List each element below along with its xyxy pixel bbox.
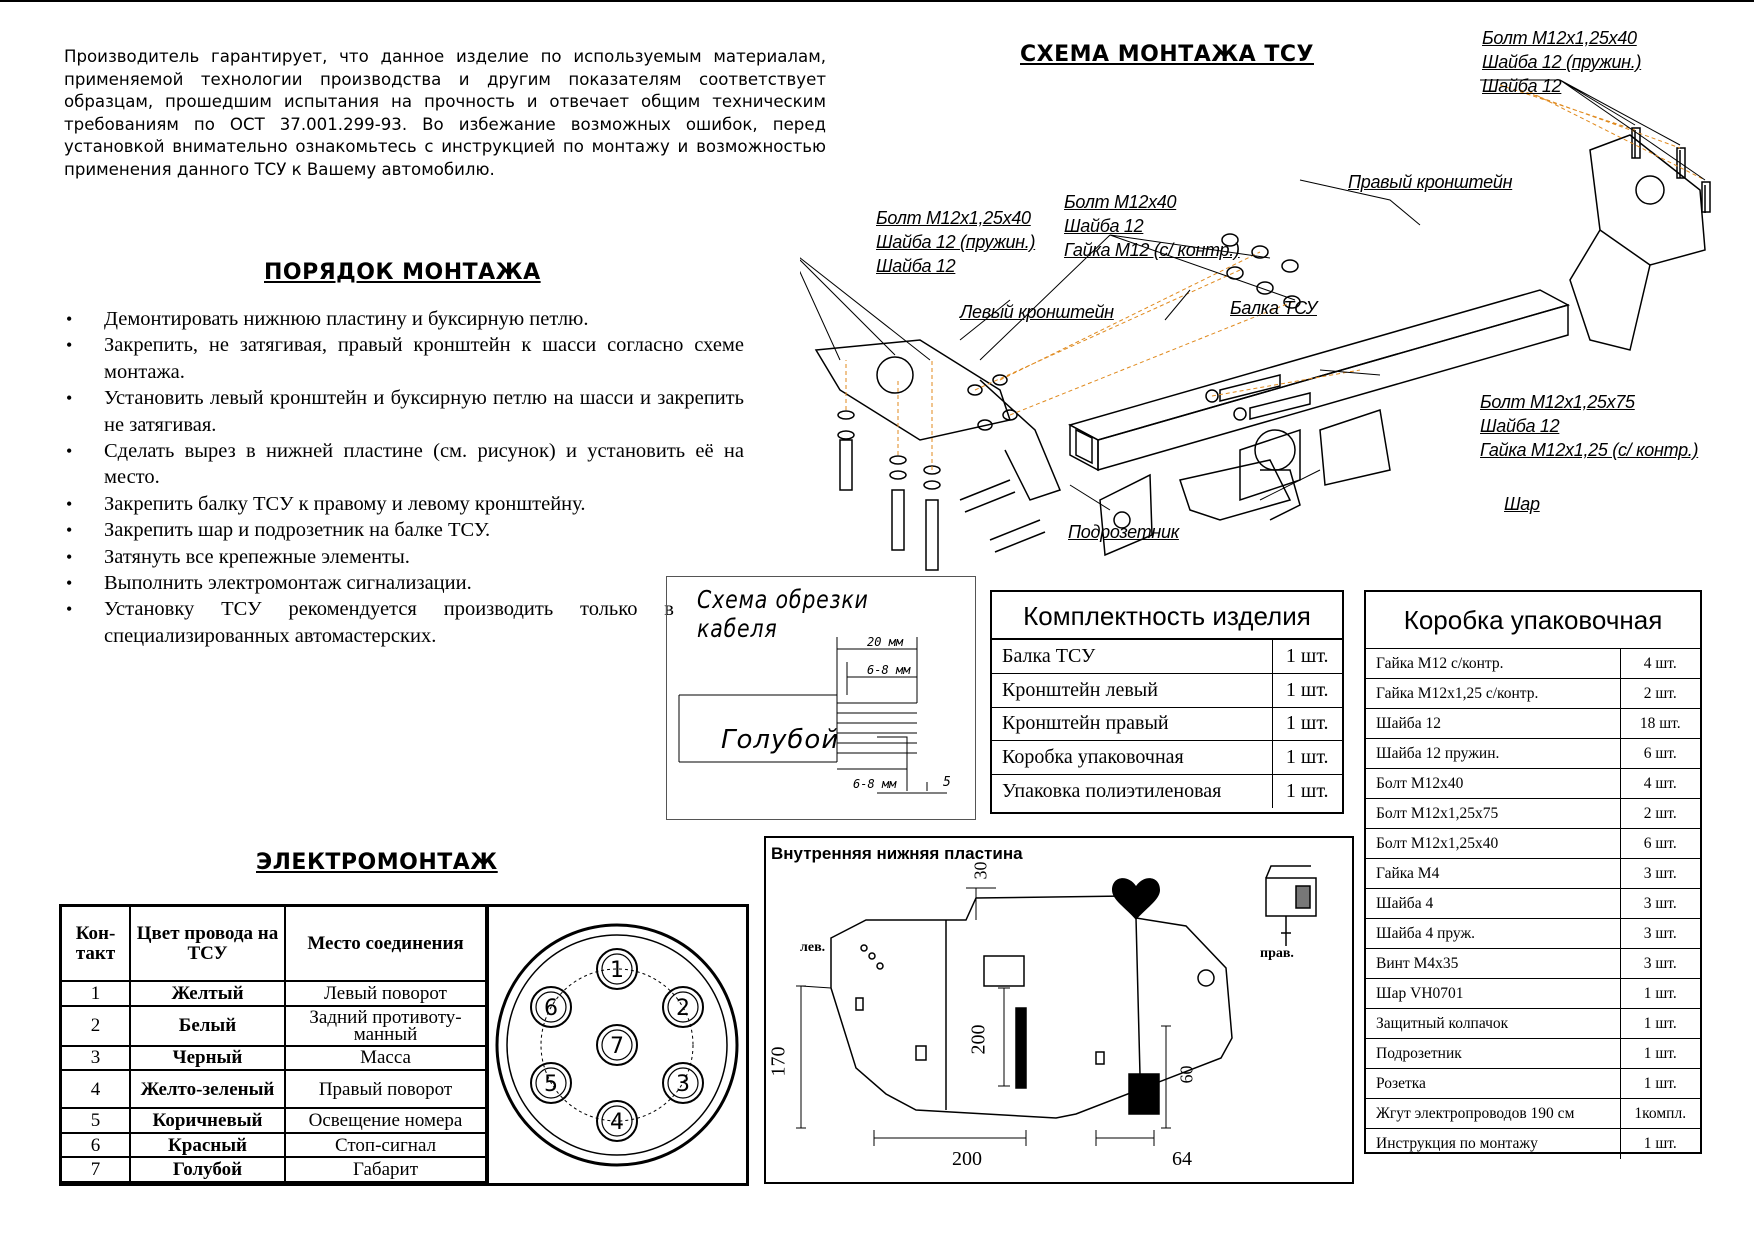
callout-middle xyxy=(1064,190,1240,262)
pin-number: 1 xyxy=(62,981,130,1006)
table-row xyxy=(1366,679,1700,709)
callout-line: Шайба 12 xyxy=(1482,76,1562,96)
wire-color: Черный xyxy=(130,1046,285,1071)
table-row xyxy=(992,774,1342,808)
scheme-heading: СХЕМА МОНТАЖА ТСУ xyxy=(1020,42,1314,67)
dim-6-8-top: 6-8 мм xyxy=(867,663,911,677)
table-row xyxy=(992,707,1342,741)
left-bracket-shape xyxy=(816,340,1010,440)
step-item: • Установку ТСУ рекомендуется производить только в специализированных автомастерских. xyxy=(62,596,674,649)
wiring-panel xyxy=(59,904,749,1186)
pack-item-qty: 2 шт. xyxy=(1620,679,1700,709)
kit-item-qty: 1 шт. xyxy=(1272,774,1342,808)
heart-icon xyxy=(1112,878,1160,920)
pack-table xyxy=(1366,648,1700,1159)
callout-line: Гайка М12 (с/ контр.) xyxy=(1064,240,1240,260)
kit-item-qty: 1 шт. xyxy=(1272,640,1342,674)
plate-right-label: прав. xyxy=(1260,946,1294,961)
pack-item-qty: 3 шт. xyxy=(1620,859,1700,889)
pack-item-name: Гайка М12 с/контр. xyxy=(1366,649,1620,679)
socket-pinout xyxy=(487,907,746,1183)
wire-color: Красный xyxy=(130,1133,285,1158)
pack-item-qty: 1 шт. xyxy=(1620,1129,1700,1159)
plate-outline xyxy=(831,896,1232,1118)
label-socket-plate: Подрозетник xyxy=(1068,522,1179,542)
kit-item-name: Коробка упаковочная xyxy=(992,741,1272,775)
table-row xyxy=(1366,1069,1700,1099)
kit-item-qty: 1 шт. xyxy=(1272,707,1342,741)
pack-item-qty: 4 шт. xyxy=(1620,769,1700,799)
pack-item-name: Болт М12х40 xyxy=(1366,769,1620,799)
dim-6-8-bottom: 6-8 мм xyxy=(853,777,897,791)
table-row xyxy=(1366,979,1700,1009)
table-row xyxy=(62,1157,486,1182)
table-row xyxy=(1366,769,1700,799)
plate-dim-64: 64 xyxy=(1172,1148,1192,1170)
pin-number: 5 xyxy=(62,1108,130,1133)
pin-number: 4 xyxy=(62,1070,130,1108)
pack-item-qty: 18 шт. xyxy=(1620,709,1700,739)
table-row xyxy=(1366,649,1700,679)
steps-list xyxy=(62,306,744,649)
cable-trim-title: Схема обрезки кабеля xyxy=(697,585,869,643)
pin-number: 3 xyxy=(62,1046,130,1071)
table-row xyxy=(1366,1099,1700,1129)
callout-line: Болт М12х1,25х40 xyxy=(1482,28,1637,48)
top-rule xyxy=(0,0,1754,2)
plate-dim-30: 30 xyxy=(970,861,991,880)
col-contact: Кон-такт xyxy=(62,907,130,981)
table-row xyxy=(992,674,1342,708)
table-row xyxy=(1366,799,1700,829)
callout-line: Болт М12х1,25х40 xyxy=(876,208,1031,228)
callout-line: Шайба 12 xyxy=(1064,216,1144,236)
col-wire-color: Цвет провода на ТСУ xyxy=(130,907,285,981)
callout-left xyxy=(876,206,1035,278)
pin-number: 6 xyxy=(62,1133,130,1158)
pin-label: 1 xyxy=(610,958,624,983)
table-row xyxy=(1366,889,1700,919)
electro-heading: ЭЛЕКТРОМОНТАЖ xyxy=(256,850,498,875)
plate-left-label: лев. xyxy=(800,940,826,955)
connection-place: Стоп-сигнал xyxy=(285,1133,486,1158)
plate-dim-200v: 200 xyxy=(967,1024,990,1055)
callout-right-lower xyxy=(1480,390,1698,462)
table-row xyxy=(1366,1129,1700,1159)
order-heading: ПОРЯДОК МОНТАЖА xyxy=(264,260,541,285)
callout-line: Шайба 12 xyxy=(876,256,956,276)
pack-item-name: Шайба 4 пруж. xyxy=(1366,919,1620,949)
step-item: • Выполнить электромонтаж сигнализации. xyxy=(62,570,744,596)
wiring-table xyxy=(62,907,487,1183)
step-item: • Сделать вырез в нижней пластине (см. рисунок) и установить её на место. xyxy=(62,438,744,491)
callout-line: Гайка М12х1,25 (с/ контр.) xyxy=(1480,440,1699,460)
col-connection: Место соединения xyxy=(285,907,486,981)
pack-item-qty: 6 шт. xyxy=(1620,829,1700,859)
pack-item-qty: 1 шт. xyxy=(1620,1039,1700,1069)
pack-item-qty: 1компл. xyxy=(1620,1099,1700,1129)
cable-diagram xyxy=(667,577,975,819)
connection-place: Левый поворот xyxy=(285,981,486,1006)
pack-table-panel xyxy=(1364,590,1702,1154)
table-row xyxy=(992,640,1342,674)
pack-item-name: Винт М4х35 xyxy=(1366,949,1620,979)
label-right-bracket: Правый кронштейн xyxy=(1348,172,1513,192)
table-row xyxy=(62,1070,486,1108)
pin-label: 2 xyxy=(676,996,690,1021)
pin-label: 6 xyxy=(544,996,558,1021)
pack-item-qty: 2 шт. xyxy=(1620,799,1700,829)
assembly-lines xyxy=(816,128,1710,570)
pin-number: 7 xyxy=(62,1157,130,1182)
pack-title: Коробка упаковочная xyxy=(1403,605,1663,635)
kit-item-name: Упаковка полиэтиленовая xyxy=(1002,779,1222,802)
table-row xyxy=(1366,709,1700,739)
kit-title: Комплектность изделия xyxy=(992,592,1342,640)
pack-item-qty: 1 шт. xyxy=(1620,1009,1700,1039)
pack-item-name: Розетка xyxy=(1366,1069,1620,1099)
pack-item-name: Шайба 12 пружин. xyxy=(1366,739,1620,769)
kit-item-qty: 1 шт. xyxy=(1272,741,1342,775)
callout-line: Болт М12х40 xyxy=(1064,192,1177,212)
kit-item-name: Кронштейн левый xyxy=(992,674,1272,708)
pack-item-name: Гайка М12х1,25 с/контр. xyxy=(1366,679,1620,709)
callout-line: Болт М12х1,25х75 xyxy=(1480,392,1635,412)
plate-title: Внутренняя нижняя пластина xyxy=(771,844,1023,863)
table-row xyxy=(1366,1039,1700,1069)
step-item: • Закрепить балку ТСУ к правому и левому кронштейну. xyxy=(62,491,744,517)
pack-item-name: Жгут электропроводов 190 см xyxy=(1366,1099,1620,1129)
pack-item-name: Гайка М4 xyxy=(1366,859,1620,889)
step-item: • Затянуть все крепежные элементы. xyxy=(62,544,744,570)
pack-item-name: Шайба 4 xyxy=(1366,889,1620,919)
socket-diagram xyxy=(489,907,746,1183)
table-row xyxy=(62,1046,486,1071)
pins-group xyxy=(531,949,703,1141)
dim-20: 20 мм xyxy=(867,635,904,649)
connection-place: Габарит xyxy=(285,1157,486,1182)
table-row xyxy=(1366,739,1700,769)
table-row xyxy=(62,981,486,1006)
label-left-bracket: Левый кронштейн xyxy=(960,302,1114,322)
step-item: • Демонтировать нижнюю пластину и буксирную петлю. xyxy=(62,306,744,332)
wire-color: Желтый xyxy=(130,981,285,1006)
pin-label: 5 xyxy=(544,1072,558,1097)
table-header-row xyxy=(62,907,486,981)
kit-item-name: Балка ТСУ xyxy=(992,640,1272,674)
callout-line: Шайба 12 (пружин.) xyxy=(1482,52,1642,72)
plate-dim-200h: 200 xyxy=(952,1148,982,1170)
pin-label: 7 xyxy=(610,1034,624,1059)
connection-place: Правый поворот xyxy=(285,1070,486,1108)
callout-line: Шайба 12 (пружин.) xyxy=(876,232,1036,252)
pack-item-qty: 6 шт. xyxy=(1620,739,1700,769)
callout-line: Шайба 12 xyxy=(1480,416,1560,436)
wire-blue-label: Голубой xyxy=(721,725,840,755)
pack-item-name: Защитный колпачок xyxy=(1366,1009,1620,1039)
callout-top-right xyxy=(1482,26,1641,98)
connection-place: Масса xyxy=(285,1046,486,1071)
kit-table xyxy=(992,640,1342,808)
inner-plate-panel xyxy=(764,836,1354,1184)
connection-place: Задний противоту-манный xyxy=(285,1006,486,1046)
pack-item-qty: 3 шт. xyxy=(1620,919,1700,949)
cable-trim-panel xyxy=(666,576,976,820)
table-row xyxy=(62,1006,486,1046)
wire-color: Белый xyxy=(130,1006,285,1046)
wire-color: Коричневый xyxy=(130,1108,285,1133)
pack-item-name: Шайба 12 xyxy=(1366,709,1620,739)
step-item: • Закрепить, не затягивая, правый кронштейн к шасси согласно схеме монтажа. xyxy=(62,332,744,385)
kit-item-name: Кронштейн правый xyxy=(992,707,1272,741)
ball-mount-shape xyxy=(1180,460,1290,520)
table-row xyxy=(992,741,1342,775)
pack-item-name: Шар VH0701 xyxy=(1366,979,1620,1009)
pack-item-qty: 1 шт. xyxy=(1620,1069,1700,1099)
pin-label: 3 xyxy=(676,1072,690,1097)
pin-number: 2 xyxy=(62,1006,130,1046)
connection-place: Освещение номера xyxy=(285,1108,486,1133)
dim-5: 5 xyxy=(943,775,951,790)
pack-item-qty: 3 шт. xyxy=(1620,949,1700,979)
table-row xyxy=(1366,859,1700,889)
plate-drawing xyxy=(766,838,1352,1182)
wire-color: Желто-зеленый xyxy=(130,1070,285,1108)
pack-item-name: Болт М12х1,25х75 xyxy=(1366,799,1620,829)
table-row xyxy=(62,1133,486,1158)
plate-dim-170: 170 xyxy=(767,1046,790,1077)
ball-shape xyxy=(1255,430,1295,470)
plate-dim-60: 60 xyxy=(1176,1065,1197,1084)
label-ball: Шар xyxy=(1504,494,1540,514)
kit-item-qty: 1 шт. xyxy=(1272,674,1342,708)
table-row xyxy=(1366,829,1700,859)
intro-paragraph: Производитель гарантирует, что данное изделие по используемым материалам, применяемой технологии производства и другим показателям соответствует образцам, прошедшим испытания на прочность и отвечает общим техническим требованиям по ОСТ 37.001.299-93. Во избежание возможных ошибок, перед установкой внимательно ознакомьтесь с инструкцией по монтажу и возможностью применения данного ТСУ к Вашему автомобилю. xyxy=(64,47,826,179)
pack-item-qty: 3 шт. xyxy=(1620,889,1700,919)
pin-label: 4 xyxy=(610,1110,624,1135)
table-row xyxy=(1366,919,1700,949)
pack-item-qty: 4 шт. xyxy=(1620,649,1700,679)
jigsaw-icon xyxy=(1266,866,1316,946)
pack-item-name: Инструкция по монтажу xyxy=(1366,1129,1620,1159)
kit-table-panel xyxy=(990,590,1344,814)
table-row xyxy=(1366,1009,1700,1039)
pack-item-name: Болт М12х1,25х40 xyxy=(1366,829,1620,859)
table-row xyxy=(1366,949,1700,979)
table-row xyxy=(62,1108,486,1133)
label-beam: Балка ТСУ xyxy=(1230,298,1317,318)
step-item: • Установить левый кронштейн и буксирную петлю на шасси и закрепить не затягивая. xyxy=(62,385,744,438)
step-item: • Закрепить шар и подрозетник на балке ТСУ. xyxy=(62,517,744,543)
wire-color: Голубой xyxy=(130,1157,285,1182)
pack-item-name: Подрозетник xyxy=(1366,1039,1620,1069)
pack-item-qty: 1 шт. xyxy=(1620,979,1700,1009)
